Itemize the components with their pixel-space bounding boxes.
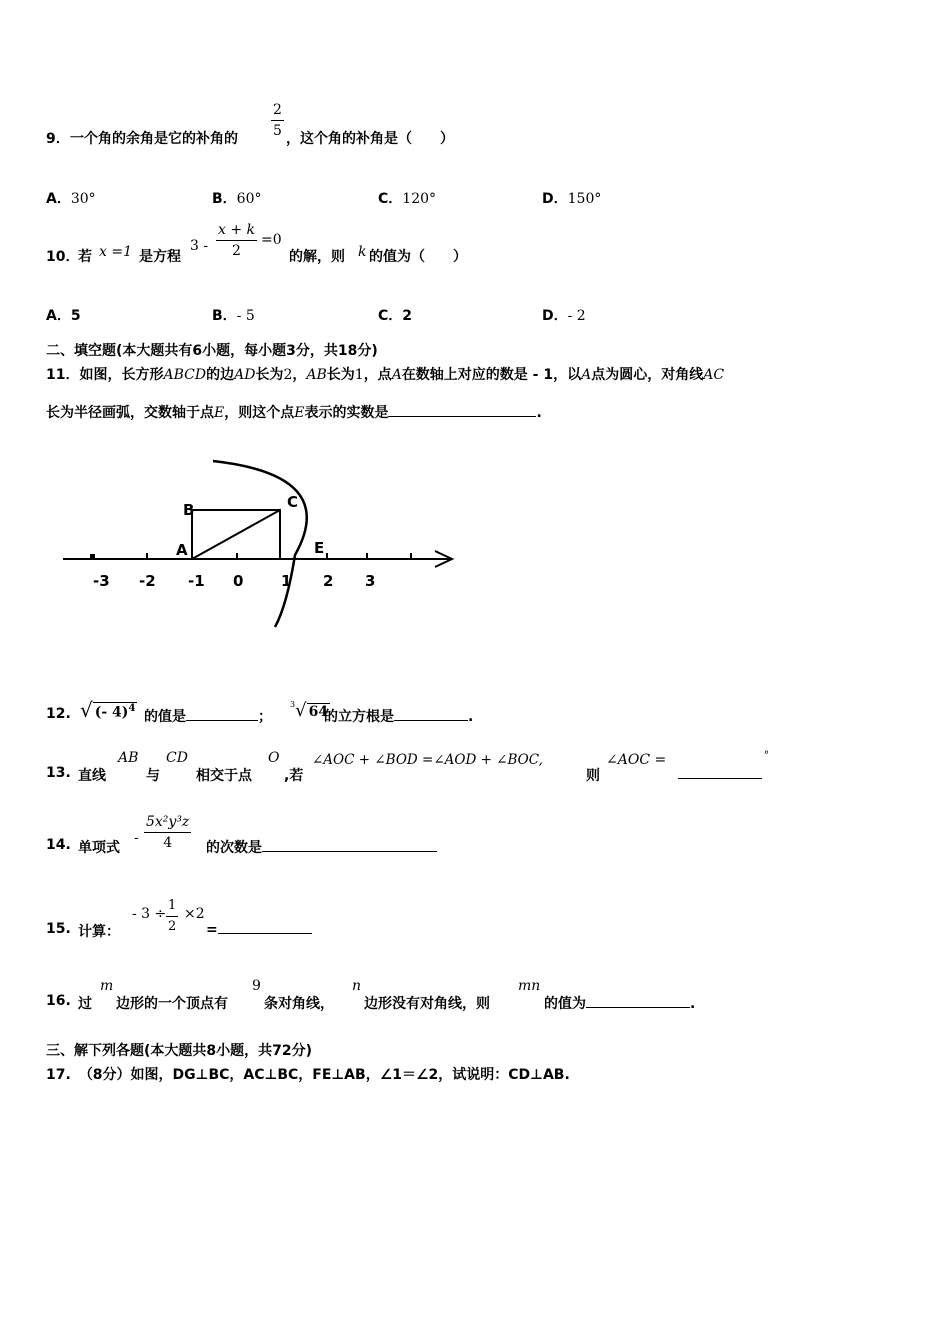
point-label-a: A xyxy=(176,541,188,559)
tick-mark xyxy=(90,554,95,559)
var: mn xyxy=(518,978,541,994)
answer-blank[interactable] xyxy=(388,404,536,417)
root-index: 3 xyxy=(290,700,296,709)
section-title: 二、填空题(本大题共有6小题，每小题3分，共18分) xyxy=(46,343,378,359)
text: 点为圆心，对角线 xyxy=(591,367,704,383)
value: 9 xyxy=(252,978,261,994)
question-number: 10． xyxy=(46,249,80,265)
var: AB xyxy=(306,367,327,383)
option-b: B．- 5 xyxy=(212,308,255,324)
fraction-numerator: 2 xyxy=(273,102,282,118)
value: 2 xyxy=(283,367,293,383)
radical-sign-icon: √ xyxy=(80,698,93,722)
var: ABCD xyxy=(163,367,207,383)
question-10 xyxy=(46,220,546,270)
var: m xyxy=(100,978,114,994)
text: = xyxy=(206,921,312,938)
tick-label: 1 xyxy=(281,572,292,590)
text: ，则这个点 xyxy=(224,405,295,421)
square-root xyxy=(80,698,137,722)
radical-sign-icon: √ xyxy=(295,700,307,721)
point-label-c: C xyxy=(287,493,299,511)
text: 的立方根是 . xyxy=(324,709,474,725)
answer-blank[interactable] xyxy=(394,708,468,721)
answer-blank[interactable] xyxy=(586,995,690,1008)
question-number: 16. xyxy=(46,993,71,1009)
text: 的边 xyxy=(206,367,235,383)
expression: ×2 xyxy=(184,906,205,922)
section-title: 三、解下列各题(本大题共8小题，共72分) xyxy=(46,1043,313,1059)
text: 是方程 xyxy=(139,249,181,265)
text: . xyxy=(536,405,542,421)
text: 如图，长方形 xyxy=(79,367,164,383)
var: E xyxy=(294,405,305,421)
answer-blank[interactable] xyxy=(186,708,258,721)
fraction-denominator: 2 xyxy=(232,243,241,259)
text: 计算： xyxy=(78,924,120,940)
text: 在数轴上对应的数是 - 1，以 xyxy=(401,367,582,383)
equation-right: =0 xyxy=(261,232,282,248)
degree-symbol: ° xyxy=(764,750,769,761)
equation-fraction xyxy=(216,220,257,261)
fraction-numerator: x + k xyxy=(216,220,257,241)
fraction-denominator: 5 xyxy=(271,120,284,141)
question-number: 13. xyxy=(46,765,71,781)
question-text: （8分）如图，DG⊥BC，AC⊥BC，FE⊥AB，∠1＝∠2，试说明：CD⊥AB. xyxy=(78,1067,570,1083)
text: 长为半径画弧，交数轴于点 xyxy=(46,405,214,421)
var: CD xyxy=(166,750,188,766)
text: 与 xyxy=(146,768,160,784)
option-c: C．2 xyxy=(378,308,413,324)
option-c: C．120° xyxy=(378,191,437,207)
variable: k xyxy=(358,244,367,260)
var: A xyxy=(391,367,402,383)
text: 边形的一个顶点有 xyxy=(116,996,228,1012)
text: ，点 xyxy=(363,367,392,383)
answer-blank[interactable] xyxy=(218,921,312,934)
arc xyxy=(213,461,307,627)
text: 条对角线， xyxy=(264,996,334,1012)
text: 单项式 xyxy=(78,840,120,856)
text: 表示的实数是 xyxy=(304,405,389,421)
value: 1 xyxy=(354,367,364,383)
text: 长为 xyxy=(326,367,355,383)
tick-label: 0 xyxy=(233,572,244,590)
text: 直线 xyxy=(78,768,106,784)
tick-label: 2 xyxy=(323,572,334,590)
option-d: D．150° xyxy=(542,191,602,207)
var: AB xyxy=(118,750,139,766)
question-17 xyxy=(46,1064,570,1084)
tick-label: -1 xyxy=(188,572,205,590)
question-number: 17. xyxy=(46,1067,71,1083)
text: 若 xyxy=(78,249,92,265)
text: 的值是 ； xyxy=(144,709,272,725)
question-11-line1 xyxy=(46,364,724,384)
radicand: 64 xyxy=(308,704,329,720)
radicand xyxy=(93,702,138,721)
equation: ∠AOC + ∠BOD =∠AOD + ∠BOC, xyxy=(312,752,543,768)
text: 的值为（ ） xyxy=(369,249,467,265)
point-label-b: B xyxy=(183,501,195,519)
equation: ∠AOC = xyxy=(606,752,667,768)
fraction-numerator: 5x²y³z xyxy=(144,812,191,833)
option-a: A．5 xyxy=(46,308,81,324)
exponent: 4 xyxy=(128,703,136,715)
text: 边形没有对角线，则 xyxy=(364,996,490,1012)
monomial-fraction xyxy=(144,812,191,853)
condition: x =1 xyxy=(99,244,132,260)
text: 长为 xyxy=(255,367,284,383)
radicand-base: (- 4) xyxy=(94,705,129,721)
text: 的解，则 xyxy=(289,249,345,265)
question-11-line2 xyxy=(46,402,542,422)
question-number: 11． xyxy=(46,367,80,383)
option-a: A．30° xyxy=(46,191,96,207)
expression: - 3 ÷ xyxy=(132,906,167,922)
text: 的次数是 xyxy=(206,837,437,857)
var: O xyxy=(268,750,280,766)
var: n xyxy=(352,978,362,994)
var: A xyxy=(581,367,592,383)
text: ,若 xyxy=(284,768,304,784)
question-number: 14. xyxy=(46,837,71,853)
fraction-numerator: 1 xyxy=(166,896,178,917)
fraction xyxy=(166,896,178,937)
diagonal-ac xyxy=(192,510,280,559)
question-text: 一个角的余角是它的补角的 xyxy=(70,131,238,147)
option-d: D．- 2 xyxy=(542,308,586,324)
number-line-figure xyxy=(55,455,465,640)
fraction-denominator: 2 xyxy=(168,919,177,934)
point-label-e: E xyxy=(314,539,325,557)
var: E xyxy=(214,405,225,421)
text: 的值为 . xyxy=(544,996,696,1012)
tick-label: -3 xyxy=(93,572,110,590)
question-number: 15. xyxy=(46,921,71,937)
question-number: 12. xyxy=(46,706,71,722)
answer-blank[interactable] xyxy=(678,766,762,779)
var: AD xyxy=(234,367,256,383)
fraction xyxy=(271,100,284,141)
option-b: B．60° xyxy=(212,191,262,207)
text: ， xyxy=(292,367,307,383)
fraction-denominator: 4 xyxy=(163,835,173,851)
equation-left: 3 - xyxy=(190,238,209,254)
var: AC xyxy=(703,367,725,383)
minus-sign: - xyxy=(134,830,139,846)
answer-blank[interactable] xyxy=(262,839,437,852)
question-number: 9． xyxy=(46,131,70,147)
question-text-tail: ，这个角的补角是（ ） xyxy=(286,131,454,147)
tick-label: -2 xyxy=(139,572,156,590)
tick-label: 3 xyxy=(365,572,376,590)
text: 则 xyxy=(586,768,600,784)
text: 过 xyxy=(78,996,92,1012)
text: 相交于点 xyxy=(196,768,252,784)
